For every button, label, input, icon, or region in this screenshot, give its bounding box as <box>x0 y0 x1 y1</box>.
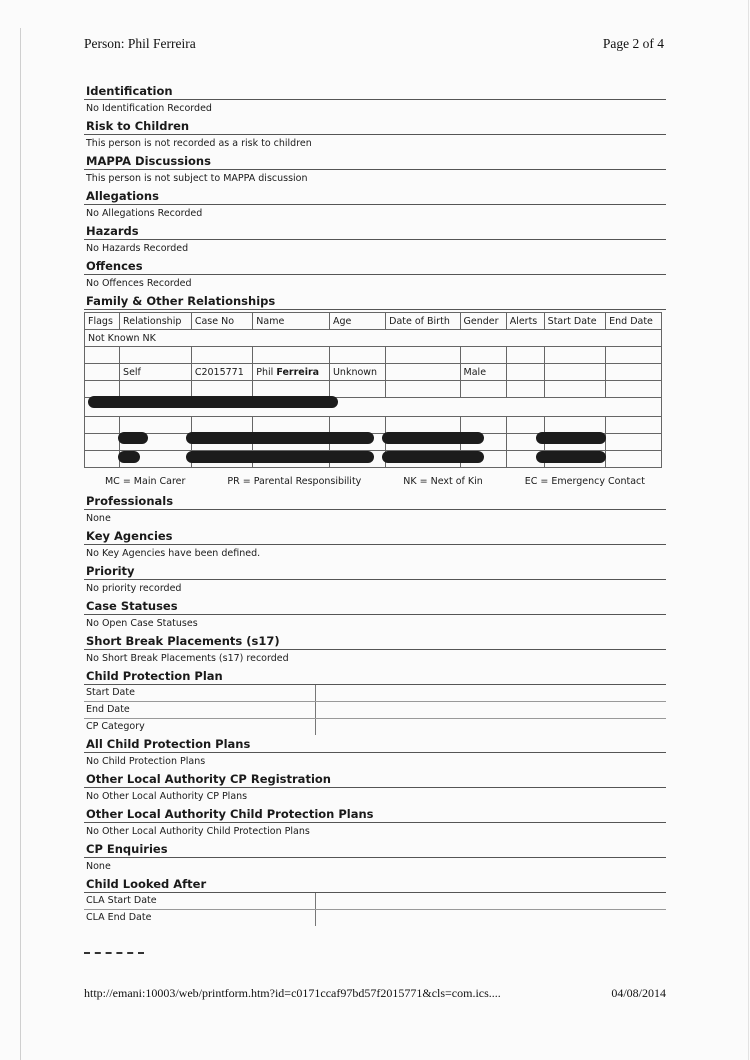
redaction-bar <box>88 396 338 408</box>
binder-edge <box>20 28 21 1060</box>
legend-item: PR = Parental Responsibility <box>227 476 362 487</box>
section-title: Risk to Children <box>84 118 666 135</box>
section-title: All Child Protection Plans <box>84 736 666 753</box>
col-header: Age <box>329 313 385 330</box>
table-row <box>85 347 662 364</box>
section-title: Key Agencies <box>84 528 666 545</box>
section-title: Hazards <box>84 223 666 240</box>
col-header: Date of Birth <box>386 313 460 330</box>
col-header: Alerts <box>506 313 544 330</box>
section-all-cp-plans <box>84 736 666 770</box>
section-key-agencies <box>84 528 666 562</box>
page-number: Page 2 of 4 <box>602 36 664 51</box>
legend-item: EC = Emergency Contact <box>524 476 645 487</box>
col-header: Case No <box>191 313 252 330</box>
record-content <box>84 82 666 926</box>
legend-item: NK = Next of Kin <box>403 476 483 487</box>
section-title: Child Protection Plan <box>84 668 666 685</box>
section-title: Priority <box>84 563 666 580</box>
section-relationships <box>84 293 666 492</box>
footer-url: http://emani:10003/web/printform.htm?id=c0171ccaf97bd57f2015771&cls=com.ics.... <box>84 986 501 1000</box>
section-cp-plan <box>84 668 666 735</box>
section-professionals <box>84 493 666 527</box>
relationship-cell: Self <box>120 364 192 381</box>
kv-label: CLA End Date <box>84 910 316 926</box>
not-known-label: Not Known NK <box>85 330 662 347</box>
relationship-legend <box>84 472 666 492</box>
redaction-bar <box>382 451 484 463</box>
kv-row <box>84 893 666 910</box>
section-ola-cp-registration <box>84 771 666 805</box>
table-row <box>85 381 662 398</box>
col-header: Start Date <box>544 313 605 330</box>
section-offences <box>84 258 666 292</box>
table-row-self <box>85 364 662 381</box>
table-row <box>85 417 662 434</box>
last-name: Ferreira <box>276 366 320 378</box>
name-cell <box>253 364 330 381</box>
section-title: Other Local Authority CP Registration <box>84 771 666 788</box>
section-text: No priority recorded <box>86 583 182 594</box>
section-priority <box>84 563 666 597</box>
section-title: Family & Other Relationships <box>84 293 666 310</box>
first-name: Phil <box>256 366 274 378</box>
col-header: Relationship <box>120 313 192 330</box>
kv-label: End Date <box>84 702 316 718</box>
section-text: No Other Local Authority CP Plans <box>86 791 248 802</box>
section-title: Identification <box>84 83 666 100</box>
redaction-bar <box>186 432 374 444</box>
case-no-cell: C2015771 <box>191 364 252 381</box>
gender-cell: Male <box>460 364 506 381</box>
redaction-bar <box>186 451 374 463</box>
col-header: Flags <box>85 313 120 330</box>
redaction-bar <box>382 432 484 444</box>
table-header-row <box>85 313 662 330</box>
section-text: None <box>86 513 111 524</box>
section-title: MAPPA Discussions <box>84 153 666 170</box>
section-child-looked-after <box>84 876 666 926</box>
section-title: Child Looked After <box>84 876 666 893</box>
section-mappa <box>84 153 666 187</box>
section-text: None <box>86 861 111 872</box>
cut-off-text-fragment <box>84 952 144 957</box>
kv-label: CLA Start Date <box>84 893 316 909</box>
kv-label: CP Category <box>84 719 316 735</box>
section-text: No Short Break Placements (s17) recorded <box>86 653 289 664</box>
age-cell: Unknown <box>329 364 385 381</box>
section-text: This person is not recorded as a risk to children <box>86 138 312 149</box>
relationships-table <box>84 312 662 468</box>
section-title: Short Break Placements (s17) <box>84 633 666 650</box>
col-header: End Date <box>606 313 662 330</box>
redaction-bar <box>118 451 140 463</box>
kv-row <box>84 719 666 735</box>
kv-row <box>84 685 666 702</box>
page-edge <box>748 0 749 1060</box>
section-text: No Key Agencies have been defined. <box>86 548 261 559</box>
kv-row <box>84 910 666 926</box>
section-text: No Open Case Statuses <box>86 618 198 629</box>
print-footer <box>84 986 666 1001</box>
section-title: Professionals <box>84 493 666 510</box>
section-text: No Identification Recorded <box>86 103 212 114</box>
section-title: Allegations <box>84 188 666 205</box>
section-allegations <box>84 188 666 222</box>
section-text: No Child Protection Plans <box>86 756 206 767</box>
section-text: No Hazards Recorded <box>86 243 189 254</box>
section-short-breaks <box>84 633 666 667</box>
section-cp-enquiries <box>84 841 666 875</box>
person-header: Person: Phil Ferreira <box>84 36 196 51</box>
section-case-statuses <box>84 598 666 632</box>
section-risk-to-children <box>84 118 666 152</box>
footer-date: 04/08/2014 <box>611 986 666 1000</box>
section-identification <box>84 83 666 117</box>
table-row <box>85 330 662 347</box>
col-header: Name <box>253 313 330 330</box>
redaction-bar <box>118 432 148 444</box>
section-text: No Other Local Authority Child Protection Plans <box>86 826 310 837</box>
section-title: Other Local Authority Child Protection Plans <box>84 806 666 823</box>
section-title: Case Statuses <box>84 598 666 615</box>
section-title: Offences <box>84 258 666 275</box>
section-title: CP Enquiries <box>84 841 666 858</box>
kv-row <box>84 702 666 719</box>
section-ola-cp-plans <box>84 806 666 840</box>
kv-label: Start Date <box>84 685 316 701</box>
legend-item: MC = Main Carer <box>104 476 186 487</box>
section-text: No Allegations Recorded <box>86 208 203 219</box>
redaction-bar <box>536 432 606 444</box>
section-hazards <box>84 223 666 257</box>
redaction-bar <box>536 451 606 463</box>
section-text: No Offences Recorded <box>86 278 192 289</box>
section-text: This person is not subject to MAPPA discussion <box>86 173 308 184</box>
col-header: Gender <box>460 313 506 330</box>
